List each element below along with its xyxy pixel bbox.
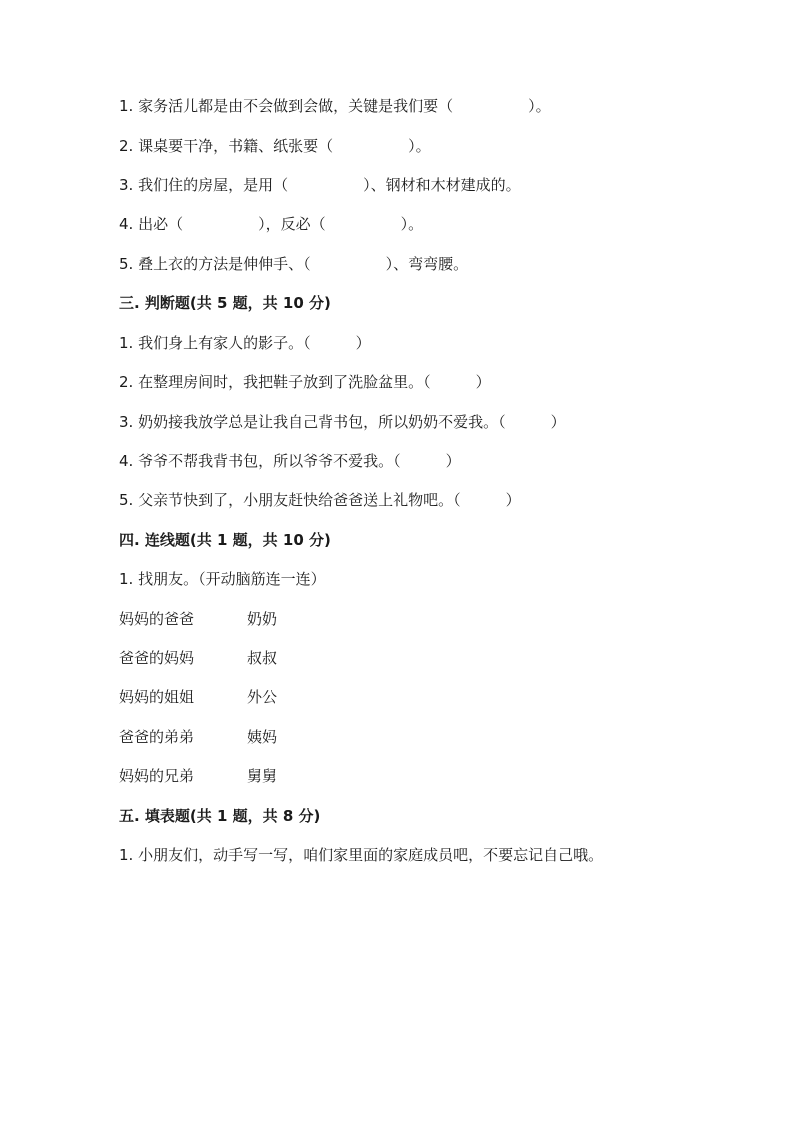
matching-question: 1. 找朋友。（开动脑筋连一连）: [119, 570, 326, 588]
match-right-item-1: 奶奶: [247, 610, 278, 628]
table-question: 1. 小朋友们，动手写一写，咱们家里面的家庭成员吧，不要忘记自己哦。: [119, 846, 604, 864]
judgment-item-4: 4. 爷爷不帮我背书包，所以爷爷不爱我。（ ）: [119, 452, 461, 470]
section-heading-matching: 四. 连线题(共 1 题，共 10 分): [119, 531, 331, 549]
judgment-item-5: 5. 父亲节快到了，小朋友赶快给爸爸送上礼物吧。（ ）: [119, 491, 521, 509]
match-left-item-2: 爸爸的妈妈: [119, 649, 195, 667]
match-right-item-5: 舅舅: [247, 767, 278, 785]
fill-blank-item-4: 4. 出必（ ），反必（ ）。: [119, 215, 424, 233]
fill-blank-item-3: 3. 我们住的房屋，是用（ ）、钢材和木材建成的。: [119, 176, 521, 194]
fill-blank-item-1: 1. 家务活儿都是由不会做到会做，关键是我们要（ ）。: [119, 97, 551, 115]
fill-blank-item-2: 2. 课桌要干净，书籍、纸张要（ ）。: [119, 137, 431, 155]
match-left-item-4: 爸爸的弟弟: [119, 728, 195, 746]
judgment-item-3: 3. 奶奶接我放学总是让我自己背书包，所以奶奶不爱我。（ ）: [119, 413, 566, 431]
match-right-item-2: 叔叔: [247, 649, 278, 667]
match-left-item-1: 妈妈的爸爸: [119, 610, 195, 628]
match-right-item-4: 姨妈: [247, 728, 278, 746]
match-right-item-3: 外公: [247, 688, 278, 706]
match-left-item-5: 妈妈的兄弟: [119, 767, 195, 785]
fill-blank-item-5: 5. 叠上衣的方法是伸伸手、（ ）、弯弯腰。: [119, 255, 469, 273]
judgment-item-2: 2. 在整理房间时，我把鞋子放到了洗脸盆里。（ ）: [119, 373, 491, 391]
section-heading-judgment: 三. 判断题(共 5 题，共 10 分): [119, 294, 331, 312]
match-left-item-3: 妈妈的姐姐: [119, 688, 195, 706]
judgment-item-1: 1. 我们身上有家人的影子。（ ）: [119, 334, 371, 352]
section-heading-table: 五. 填表题(共 1 题，共 8 分): [119, 807, 321, 825]
